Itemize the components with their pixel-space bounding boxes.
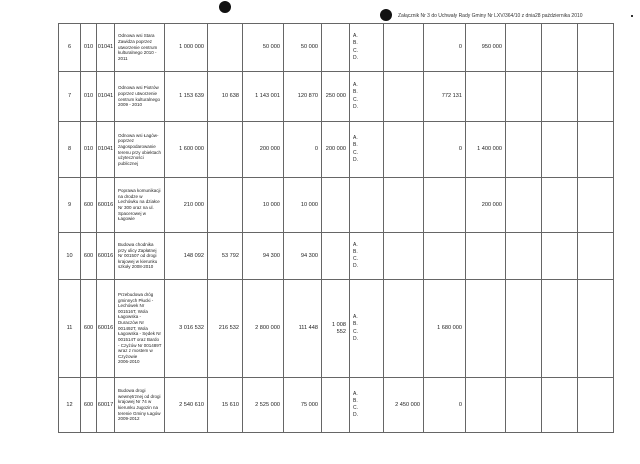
- cell-source-abcd: [350, 24, 384, 72]
- description-line: publicznej: [118, 160, 139, 166]
- cell-planned: 2 525 000: [243, 378, 284, 433]
- cell-2011: 0: [424, 378, 466, 433]
- cell-2010: [384, 24, 424, 72]
- cell-other-funds: 250 000: [322, 72, 350, 122]
- cell-source-abcd: [350, 233, 384, 280]
- source-letter: C.: [353, 149, 358, 156]
- cell-other-funds: [322, 178, 350, 233]
- cell-lp: 12: [59, 378, 81, 433]
- source-letter: A.: [353, 241, 358, 248]
- source-letter: C.: [353, 328, 358, 335]
- source-letter: B.: [353, 248, 358, 255]
- cell-description: [115, 233, 165, 280]
- cell-2010: 2 450 000: [384, 378, 424, 433]
- source-letter: A.: [353, 135, 358, 141]
- cell-lp: 7: [59, 72, 81, 122]
- cell-total-value: 148 092: [165, 233, 208, 280]
- cell-blank: [578, 72, 614, 122]
- table-row: [59, 280, 614, 378]
- source-letter: B.: [353, 89, 358, 96]
- cell-planned: 10 000: [243, 178, 284, 233]
- cell-own-funds: 111 448: [284, 280, 322, 378]
- cell-blank: [506, 378, 542, 433]
- source-letter: A.: [353, 33, 358, 39]
- cell-blank: [542, 178, 578, 233]
- cell-planned: 94 300: [243, 233, 284, 280]
- cell-rozdzial: 60016: [97, 280, 115, 378]
- cell-spent: 53 792: [208, 233, 243, 280]
- cell-2010: [384, 233, 424, 280]
- cell-total-value: 1 600 000: [165, 122, 208, 178]
- cell-source-abcd: [350, 378, 384, 433]
- cell-blank: [506, 24, 542, 72]
- description-line: 001514T oraz Bardo: [118, 336, 159, 342]
- description-line: szkoły 2008-2010: [118, 264, 154, 270]
- cell-lp: 10: [59, 233, 81, 280]
- cell-blank: [578, 378, 614, 433]
- punch-hole-left: [219, 1, 231, 13]
- description-line: poprzez: [118, 138, 135, 144]
- description-line: 2011: [118, 55, 128, 61]
- cell-dzial: 600: [81, 378, 97, 433]
- cell-2011: 0: [424, 122, 466, 178]
- cell-lp: 8: [59, 122, 81, 178]
- cell-description: [115, 72, 165, 122]
- description-line: na drodze w: [118, 193, 143, 199]
- cell-blank: [506, 178, 542, 233]
- cell-source-abcd: [350, 122, 384, 178]
- description-line: krajowej Nr 74 w: [118, 399, 152, 405]
- cell-total-value: 2 540 610: [165, 378, 208, 433]
- source-letter: D.: [353, 335, 358, 342]
- cell-other-funds: [322, 233, 350, 280]
- cell-dzial: 600: [81, 233, 97, 280]
- source-letter: D.: [353, 263, 358, 270]
- description-line: 2009 - 2010: [118, 102, 143, 108]
- cell-dzial: 600: [81, 178, 97, 233]
- cell-spent: [208, 178, 243, 233]
- source-letter: A.: [353, 390, 358, 397]
- cell-total-value: 210 000: [165, 178, 208, 233]
- cell-spent: 15 610: [208, 378, 243, 433]
- cell-source-abcd: [350, 280, 384, 378]
- cell-2010: [384, 178, 424, 233]
- source-letter: D.: [353, 412, 358, 419]
- cell-2011: 1 680 000: [424, 280, 466, 378]
- description-line: utworzenie centrum: [118, 44, 158, 50]
- table-row: [59, 233, 614, 280]
- source-letter: B.: [353, 40, 358, 47]
- cell-source-abcd: [350, 178, 384, 233]
- cell-blank: [542, 72, 578, 122]
- cell-blank: [506, 280, 542, 378]
- description-line: kulturalnego 2010 -: [118, 50, 157, 56]
- cell-total-value: 1 153 639: [165, 72, 208, 122]
- cell-rozdzial: 60017: [97, 378, 115, 433]
- cell-blank: [578, 233, 614, 280]
- cell-blank: [542, 378, 578, 433]
- description-line: Odnowa wsi Stara: [118, 33, 155, 39]
- source-letter: C.: [353, 96, 358, 103]
- cell-description: [115, 280, 165, 378]
- cell-blank: [578, 178, 614, 233]
- cell-own-funds: 0: [284, 122, 322, 178]
- cell-lp: 11: [59, 280, 81, 378]
- description-line: Łagowska -: [118, 314, 142, 320]
- cell-blank: [542, 24, 578, 72]
- cell-own-funds: 75 000: [284, 378, 322, 433]
- cell-own-funds: 50 000: [284, 24, 322, 72]
- cell-2011: [424, 233, 466, 280]
- description-line: Zawidza poprzez: [118, 39, 153, 45]
- description-line: 2009-2012: [118, 416, 140, 422]
- description-line: Odnowa wsi Łagów-: [118, 132, 159, 138]
- description-line: przy ulicy Zapłatnej: [118, 247, 157, 253]
- cell-other-funds: 1 008 552: [322, 280, 350, 378]
- source-letter: B.: [353, 321, 358, 328]
- source-letter: B.: [353, 142, 358, 149]
- description-line: Budowa drogi: [118, 388, 146, 394]
- description-line: terenu przy obiektach: [118, 149, 162, 155]
- cell-2011: 0: [424, 24, 466, 72]
- description-line: Budowa chodnika: [118, 241, 154, 247]
- description-line: 001492T, Wola: [118, 325, 148, 331]
- cell-blank: [578, 122, 614, 178]
- source-letter: C.: [353, 256, 358, 262]
- description-line: Poprawa komunikacji: [118, 188, 161, 194]
- cell-rozdzial: 01041: [97, 72, 115, 122]
- cell-spent: 216 532: [208, 280, 243, 378]
- description-line: Nr 001507 od drogi: [118, 253, 157, 259]
- cell-description: [115, 178, 165, 233]
- cell-lp: 9: [59, 178, 81, 233]
- source-letter: D.: [353, 103, 358, 110]
- cell-dzial: 010: [81, 122, 97, 178]
- cell-2011: [424, 178, 466, 233]
- description-line: gminnych Płucki -: [118, 297, 154, 303]
- cell-blank: [542, 280, 578, 378]
- cell-source-abcd: [350, 72, 384, 122]
- cell-rozdzial: 60016: [97, 233, 115, 280]
- cell-description: [115, 378, 165, 433]
- table-row: [59, 178, 614, 233]
- description-line: 001516T, Wola: [118, 308, 148, 314]
- page-mark: [631, 15, 633, 17]
- cell-blank: [578, 24, 614, 72]
- cell-2012: [466, 378, 506, 433]
- cell-spent: [208, 122, 243, 178]
- cell-2012: [466, 233, 506, 280]
- table-row: [59, 378, 614, 433]
- cell-other-funds: 200 000: [322, 122, 350, 178]
- cell-spent: 10 638: [208, 72, 243, 122]
- cell-total-value: 1 000 000: [165, 24, 208, 72]
- cell-2012: 200 000: [466, 178, 506, 233]
- investment-table: [58, 23, 614, 433]
- description-line: kierunku Jugozin na: [118, 405, 159, 410]
- description-line: Lechówek Nr: [118, 303, 145, 309]
- cell-rozdzial: 60016: [97, 178, 115, 233]
- table-row: [59, 24, 614, 72]
- description-line: poprzez utworzenie: [118, 90, 158, 96]
- description-line: Spacerowej w: [118, 210, 147, 216]
- cell-2010: [384, 72, 424, 122]
- cell-rozdzial: 01041: [97, 24, 115, 72]
- cell-other-funds: [322, 378, 350, 433]
- cell-other-funds: [322, 24, 350, 72]
- source-letter: C.: [353, 47, 358, 54]
- cell-description: [115, 122, 165, 178]
- cell-2012: 1 400 000: [466, 122, 506, 178]
- cell-2010: [384, 280, 424, 378]
- table-row: [59, 122, 614, 178]
- description-line: - Czyżów Nr 001489T: [118, 342, 162, 348]
- cell-planned: 1 143 001: [243, 72, 284, 122]
- document-header: Załącznik Nr 3 do Uchwały Rady Gminy Nr LXV/364/10 z dnia28 października 2010: [398, 13, 583, 19]
- cell-2012: [466, 280, 506, 378]
- source-letter: D.: [353, 156, 358, 163]
- source-letter: A.: [353, 314, 358, 320]
- table-row: [59, 72, 614, 122]
- description-line: Łagowska - Sędek Nr: [118, 331, 162, 337]
- cell-blank: [578, 280, 614, 378]
- description-line: 2006-2010: [118, 359, 140, 365]
- description-line: terenie Gminy Łagów: [118, 410, 161, 416]
- cell-own-funds: 94 300: [284, 233, 322, 280]
- cell-own-funds: 120 870: [284, 72, 322, 122]
- cell-total-value: 3 016 532: [165, 280, 208, 378]
- description-line: użyteczności: [118, 155, 144, 161]
- cell-planned: 200 000: [243, 122, 284, 178]
- cell-2012: 950 000: [466, 24, 506, 72]
- description-line: Nr 300 oraz na ul.: [118, 205, 154, 210]
- cell-2010: [384, 122, 424, 178]
- cell-2012: [466, 72, 506, 122]
- cell-2011: 772 131: [424, 72, 466, 122]
- description-line: zagospodarowanie: [118, 143, 156, 149]
- description-line: krajowej w kierunku: [118, 258, 158, 264]
- cell-dzial: 010: [81, 24, 97, 72]
- source-letter: B.: [353, 397, 358, 404]
- cell-blank: [506, 122, 542, 178]
- description-line: wraz z mostem w: [118, 348, 153, 354]
- source-letter: A.: [353, 82, 358, 88]
- cell-dzial: 010: [81, 72, 97, 122]
- cell-dzial: 600: [81, 280, 97, 378]
- cell-lp: 6: [59, 24, 81, 72]
- cell-rozdzial: 01041: [97, 122, 115, 178]
- cell-blank: [542, 122, 578, 178]
- cell-blank: [506, 72, 542, 122]
- source-letter: D.: [353, 54, 358, 61]
- cell-own-funds: 10 000: [284, 178, 322, 233]
- punch-hole-right: [380, 9, 392, 21]
- cell-planned: 2 800 000: [243, 280, 284, 378]
- cell-description: [115, 24, 165, 72]
- description-line: Odnowa wsi Piotrów: [118, 85, 159, 91]
- description-line: Duraczów Nr: [118, 320, 145, 326]
- cell-spent: [208, 24, 243, 72]
- description-line: centrum kulturalnego: [118, 96, 161, 102]
- description-line: wewnętrznej od drogi: [118, 393, 161, 399]
- description-line: Lechówku na działce: [118, 199, 160, 205]
- cell-blank: [542, 233, 578, 280]
- description-line: Czyżowie: [118, 353, 138, 359]
- description-line: Łagowie: [118, 216, 135, 222]
- cell-planned: 50 000: [243, 24, 284, 72]
- source-letter: C.: [353, 405, 358, 411]
- cell-blank: [506, 233, 542, 280]
- description-line: Przebudowa dróg: [118, 291, 154, 297]
